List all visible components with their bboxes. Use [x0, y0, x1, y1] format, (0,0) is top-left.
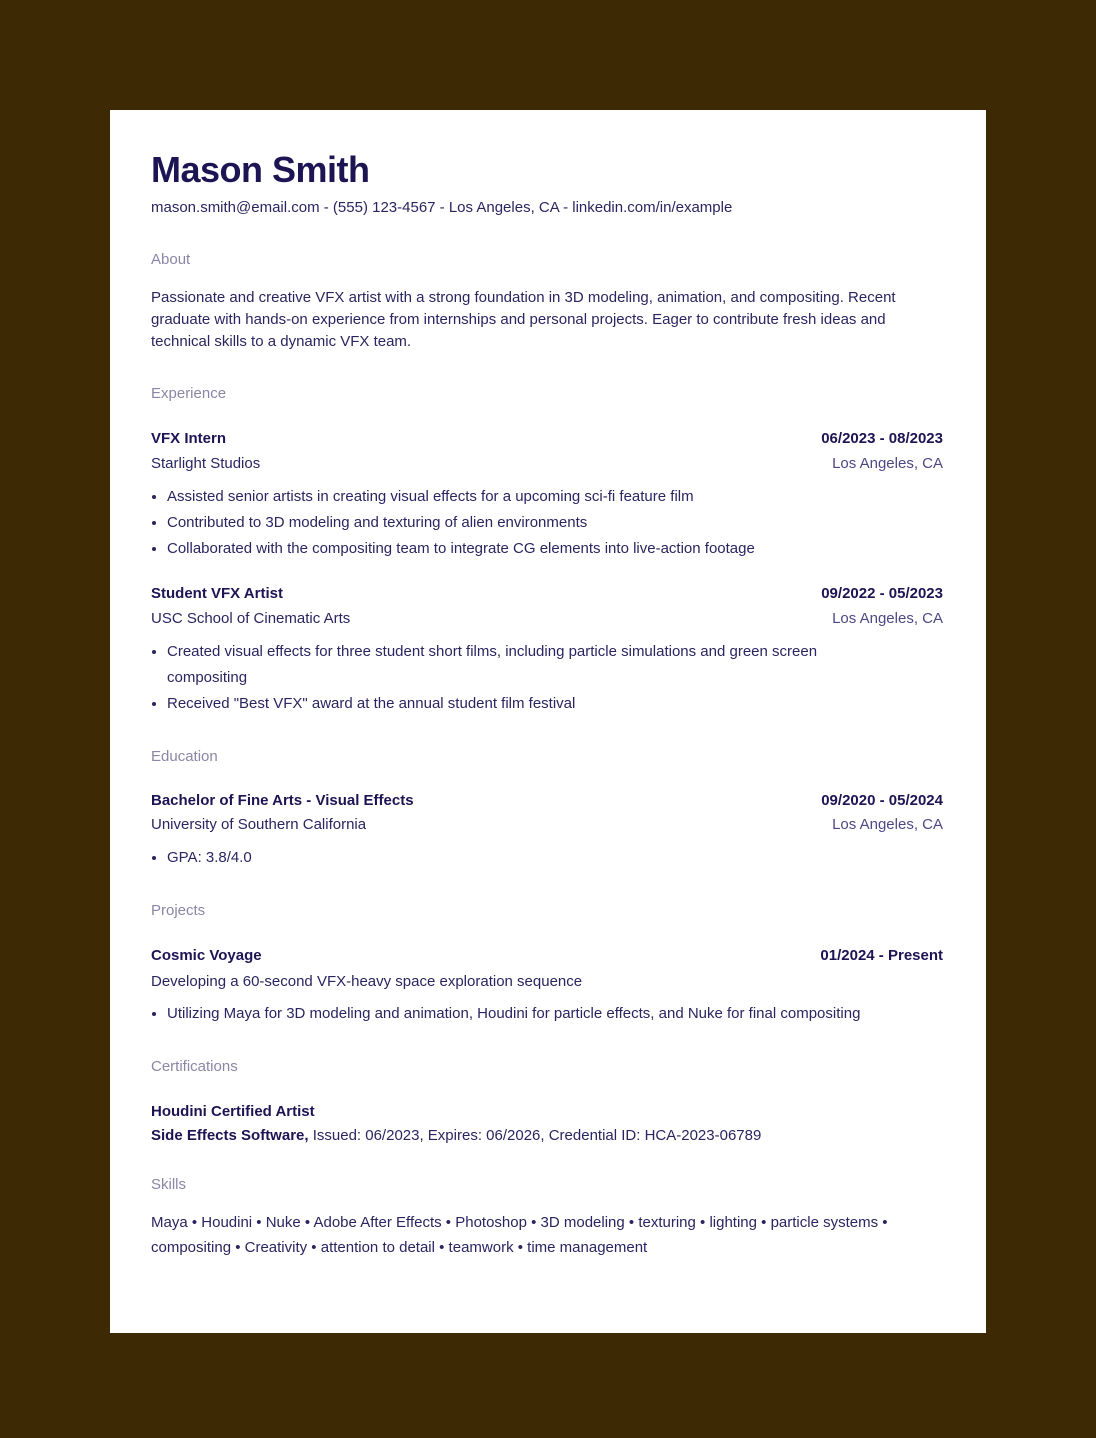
- experience-heading: Experience: [151, 385, 227, 402]
- school-name: University of Southern California: [151, 816, 367, 833]
- degree-title: Bachelor of Fine Arts - Visual Effects: [151, 792, 414, 809]
- resume-page: [110, 110, 986, 1333]
- job-dates: 09/2022 - 05/2023: [821, 585, 943, 602]
- contact-line: mason.smith@email.com - (555) 123-4567 - Los Angeles, CA - linkedin.com/in/example: [151, 199, 733, 216]
- certification-name: Houdini Certified Artist: [151, 1103, 315, 1120]
- job-location: Los Angeles, CA: [832, 610, 943, 627]
- job-location: Los Angeles, CA: [832, 455, 943, 472]
- certification-details: [151, 1124, 943, 1148]
- list-item: • Collaborated with the compositing team to integrate CG elements into live-action footage: [167, 536, 943, 562]
- list-item: • Assisted senior artists in creating visual effects for a upcoming sci-fi feature film: [167, 484, 943, 510]
- skills-list: Maya • Houdini • Nuke • Adobe After Effects • Photoshop • 3D modeling • texturing • lighting • particle systems • compositing • Creativity • attention to detail • teamwork • time management: [151, 1214, 888, 1256]
- certification-entry: [151, 1100, 943, 1148]
- projects-heading: Projects: [151, 902, 206, 919]
- job-bullets: [151, 484, 943, 562]
- company-name: Starlight Studios: [151, 455, 261, 472]
- job-bullets: [151, 639, 943, 717]
- school-location: Los Angeles, CA: [832, 816, 943, 833]
- job-title: Student VFX Artist: [151, 585, 283, 602]
- education-bullets: [151, 845, 943, 871]
- project-bullets: [151, 1001, 943, 1027]
- experience-entry: [151, 581, 943, 717]
- experience-entry: [151, 426, 943, 562]
- about-heading: About: [151, 251, 191, 268]
- list-item: • Created visual effects for three student short films, including particle simulations and green screen compositing: [167, 639, 873, 691]
- list-item: • Received "Best VFX" award at the annual student film festival: [167, 691, 873, 717]
- certifications-heading: Certifications: [151, 1058, 238, 1075]
- education-entry: [151, 789, 943, 871]
- job-title: VFX Intern: [151, 430, 227, 447]
- education-dates: 09/2020 - 05/2024: [821, 792, 943, 809]
- list-item: • GPA: 3.8/4.0: [167, 845, 943, 871]
- skills-heading: Skills: [151, 1176, 187, 1193]
- education-heading: Education: [151, 748, 218, 765]
- project-dates: 01/2024 - Present: [820, 947, 943, 964]
- certification-issuer: Side Effects Software,: [151, 1127, 309, 1144]
- project-entry: [151, 943, 943, 1027]
- job-dates: 06/2023 - 08/2023: [821, 430, 943, 447]
- about-text: Passionate and creative VFX artist with a strong foundation in 3D modeling, animation, and compositing. Recent graduate with hands-on experience from internships and personal projects. Eager to contribute fresh ideas and technical skills to a dynamic VFX team.: [151, 289, 896, 350]
- project-description: Developing a 60-second VFX-heavy space exploration sequence: [151, 973, 583, 990]
- candidate-name: Mason Smith: [151, 149, 370, 190]
- list-item: • Contributed to 3D modeling and texturing of alien environments: [167, 510, 943, 536]
- certification-meta: Issued: 06/2023, Expires: 06/2026, Credential ID: HCA-2023-06789: [308, 1127, 762, 1144]
- list-item: • Utilizing Maya for 3D modeling and animation, Houdini for particle effects, and Nuke for final compositing: [167, 1001, 943, 1027]
- project-name: Cosmic Voyage: [151, 947, 262, 964]
- company-name: USC School of Cinematic Arts: [151, 610, 351, 627]
